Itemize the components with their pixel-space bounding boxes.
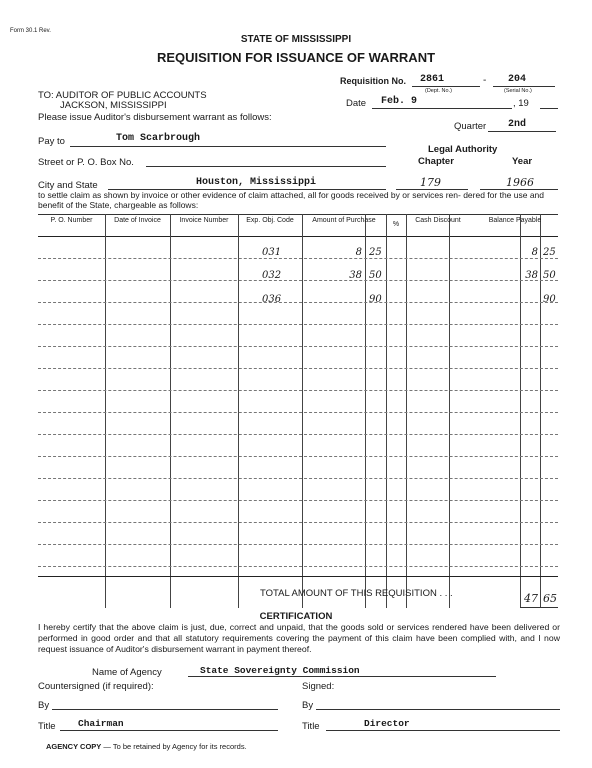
total-label: TOTAL AMOUNT OF THIS REQUISITION . . . xyxy=(260,588,453,599)
total-dollars: 47 xyxy=(524,592,538,605)
row2-amount-dollars: 38 xyxy=(349,270,362,281)
dept-no: 2861 xyxy=(420,74,445,85)
signed-label: Signed: xyxy=(302,681,335,692)
row1-code: 031 xyxy=(262,247,282,258)
row1-amount-dollars: 8 xyxy=(355,247,362,258)
header-percent: % xyxy=(392,221,400,228)
settle-text: to settle claim as shown by invoice or other evidence of claim attached, all for goods received by or services ren- dered for the use and benefit of the State, chargeable as follows: xyxy=(38,190,545,210)
header-amount: Amount of Purchase xyxy=(312,217,376,224)
row1-balance-dollars: 8 xyxy=(531,247,538,258)
quarter-value: 2nd xyxy=(508,119,527,130)
year-value: 1966 xyxy=(506,176,534,189)
row2-code: 032 xyxy=(262,270,282,281)
dept-caption: (Dept. No.) xyxy=(425,88,452,94)
header-exp-obj-code: Exp. Obj. Code xyxy=(246,217,294,224)
to-line-1: TO: AUDITOR OF PUBLIC ACCOUNTS xyxy=(38,90,207,101)
date-label: Date xyxy=(346,98,367,109)
by-right-label: By xyxy=(302,700,314,711)
header-invoice-number: Invoice Number xyxy=(179,217,229,224)
header-po: P. O. Number xyxy=(50,217,93,224)
legal-authority-label: Legal Authority xyxy=(428,144,498,155)
pay-to-label: Pay to xyxy=(38,136,65,147)
header-cash-discount: Cash Discount xyxy=(415,217,461,224)
title-left-label: Title xyxy=(38,721,56,732)
row2-amount-cents: 50 xyxy=(369,270,382,281)
pay-to-value: Tom Scarbrough xyxy=(116,133,201,144)
row3-code: 036 xyxy=(262,294,282,305)
claims-table xyxy=(38,214,558,608)
agency-label: Name of Agency xyxy=(92,667,162,678)
city-label: City and State xyxy=(38,180,98,191)
row1-amount-cents: 25 xyxy=(369,247,382,258)
year-label: Year xyxy=(512,156,533,167)
form-number: Form 30.1 Rev. xyxy=(10,28,51,34)
row3-balance-cents: 90 xyxy=(543,294,556,305)
date-year-prefix: , 19 xyxy=(513,98,529,109)
certification-text: I hereby certify that the above claim is just, due, correct and unpaid, that the goods sold or services rendered have been delivered or performed in good order and that all statutory requirements covering the payment of this claim have been complied with, and I now request issuance of Auditor's disbursement warrant in payment thereof. xyxy=(38,622,560,654)
by-left-label: By xyxy=(38,700,50,711)
serial-caption: (Serial No.) xyxy=(504,88,532,94)
footer-note xyxy=(46,742,247,751)
header-balance: Balance Payable xyxy=(488,217,542,224)
form-title: REQUISITION FOR ISSUANCE OF WARRANT xyxy=(156,50,436,65)
certification-heading: CERTIFICATION xyxy=(259,611,333,622)
quarter-label: Quarter xyxy=(454,121,487,132)
countersigned-label: Countersigned (if required): xyxy=(38,681,154,692)
row2-balance-cents: 50 xyxy=(543,270,556,281)
dash: - xyxy=(483,75,487,86)
title-left-value: Chairman xyxy=(78,718,124,729)
city-value: Houston, Mississippi xyxy=(196,177,317,188)
date-value: Feb. 9 xyxy=(381,96,418,107)
row2-balance-dollars: 38 xyxy=(525,270,538,281)
chapter-value: 179 xyxy=(420,176,441,189)
street-label: Street or P. O. Box No. xyxy=(38,157,134,168)
to-line-2: JACKSON, MISSISSIPPI xyxy=(60,100,167,111)
footer-bold: AGENCY COPY xyxy=(46,742,102,751)
instruction-text: Please issue Auditor's disbursement warrant as follows: xyxy=(38,112,272,123)
footer-rest: — To be retained by Agency for its records. xyxy=(101,742,247,751)
total-cents: 65 xyxy=(543,592,557,605)
chapter-label: Chapter xyxy=(418,156,454,167)
state-heading: STATE OF MISSISSIPPI xyxy=(240,34,352,45)
agency-value: State Sovereignty Commission xyxy=(200,665,360,676)
requisition-label: Requisition No. xyxy=(340,76,406,86)
row3-amount-cents: 90 xyxy=(369,294,382,305)
row1-balance-cents: 25 xyxy=(543,247,556,258)
header-date-invoice: Date of Invoice xyxy=(114,217,161,224)
title-right-value: Director xyxy=(364,718,410,729)
serial-no: 204 xyxy=(508,74,527,85)
title-right-label: Title xyxy=(302,721,320,732)
